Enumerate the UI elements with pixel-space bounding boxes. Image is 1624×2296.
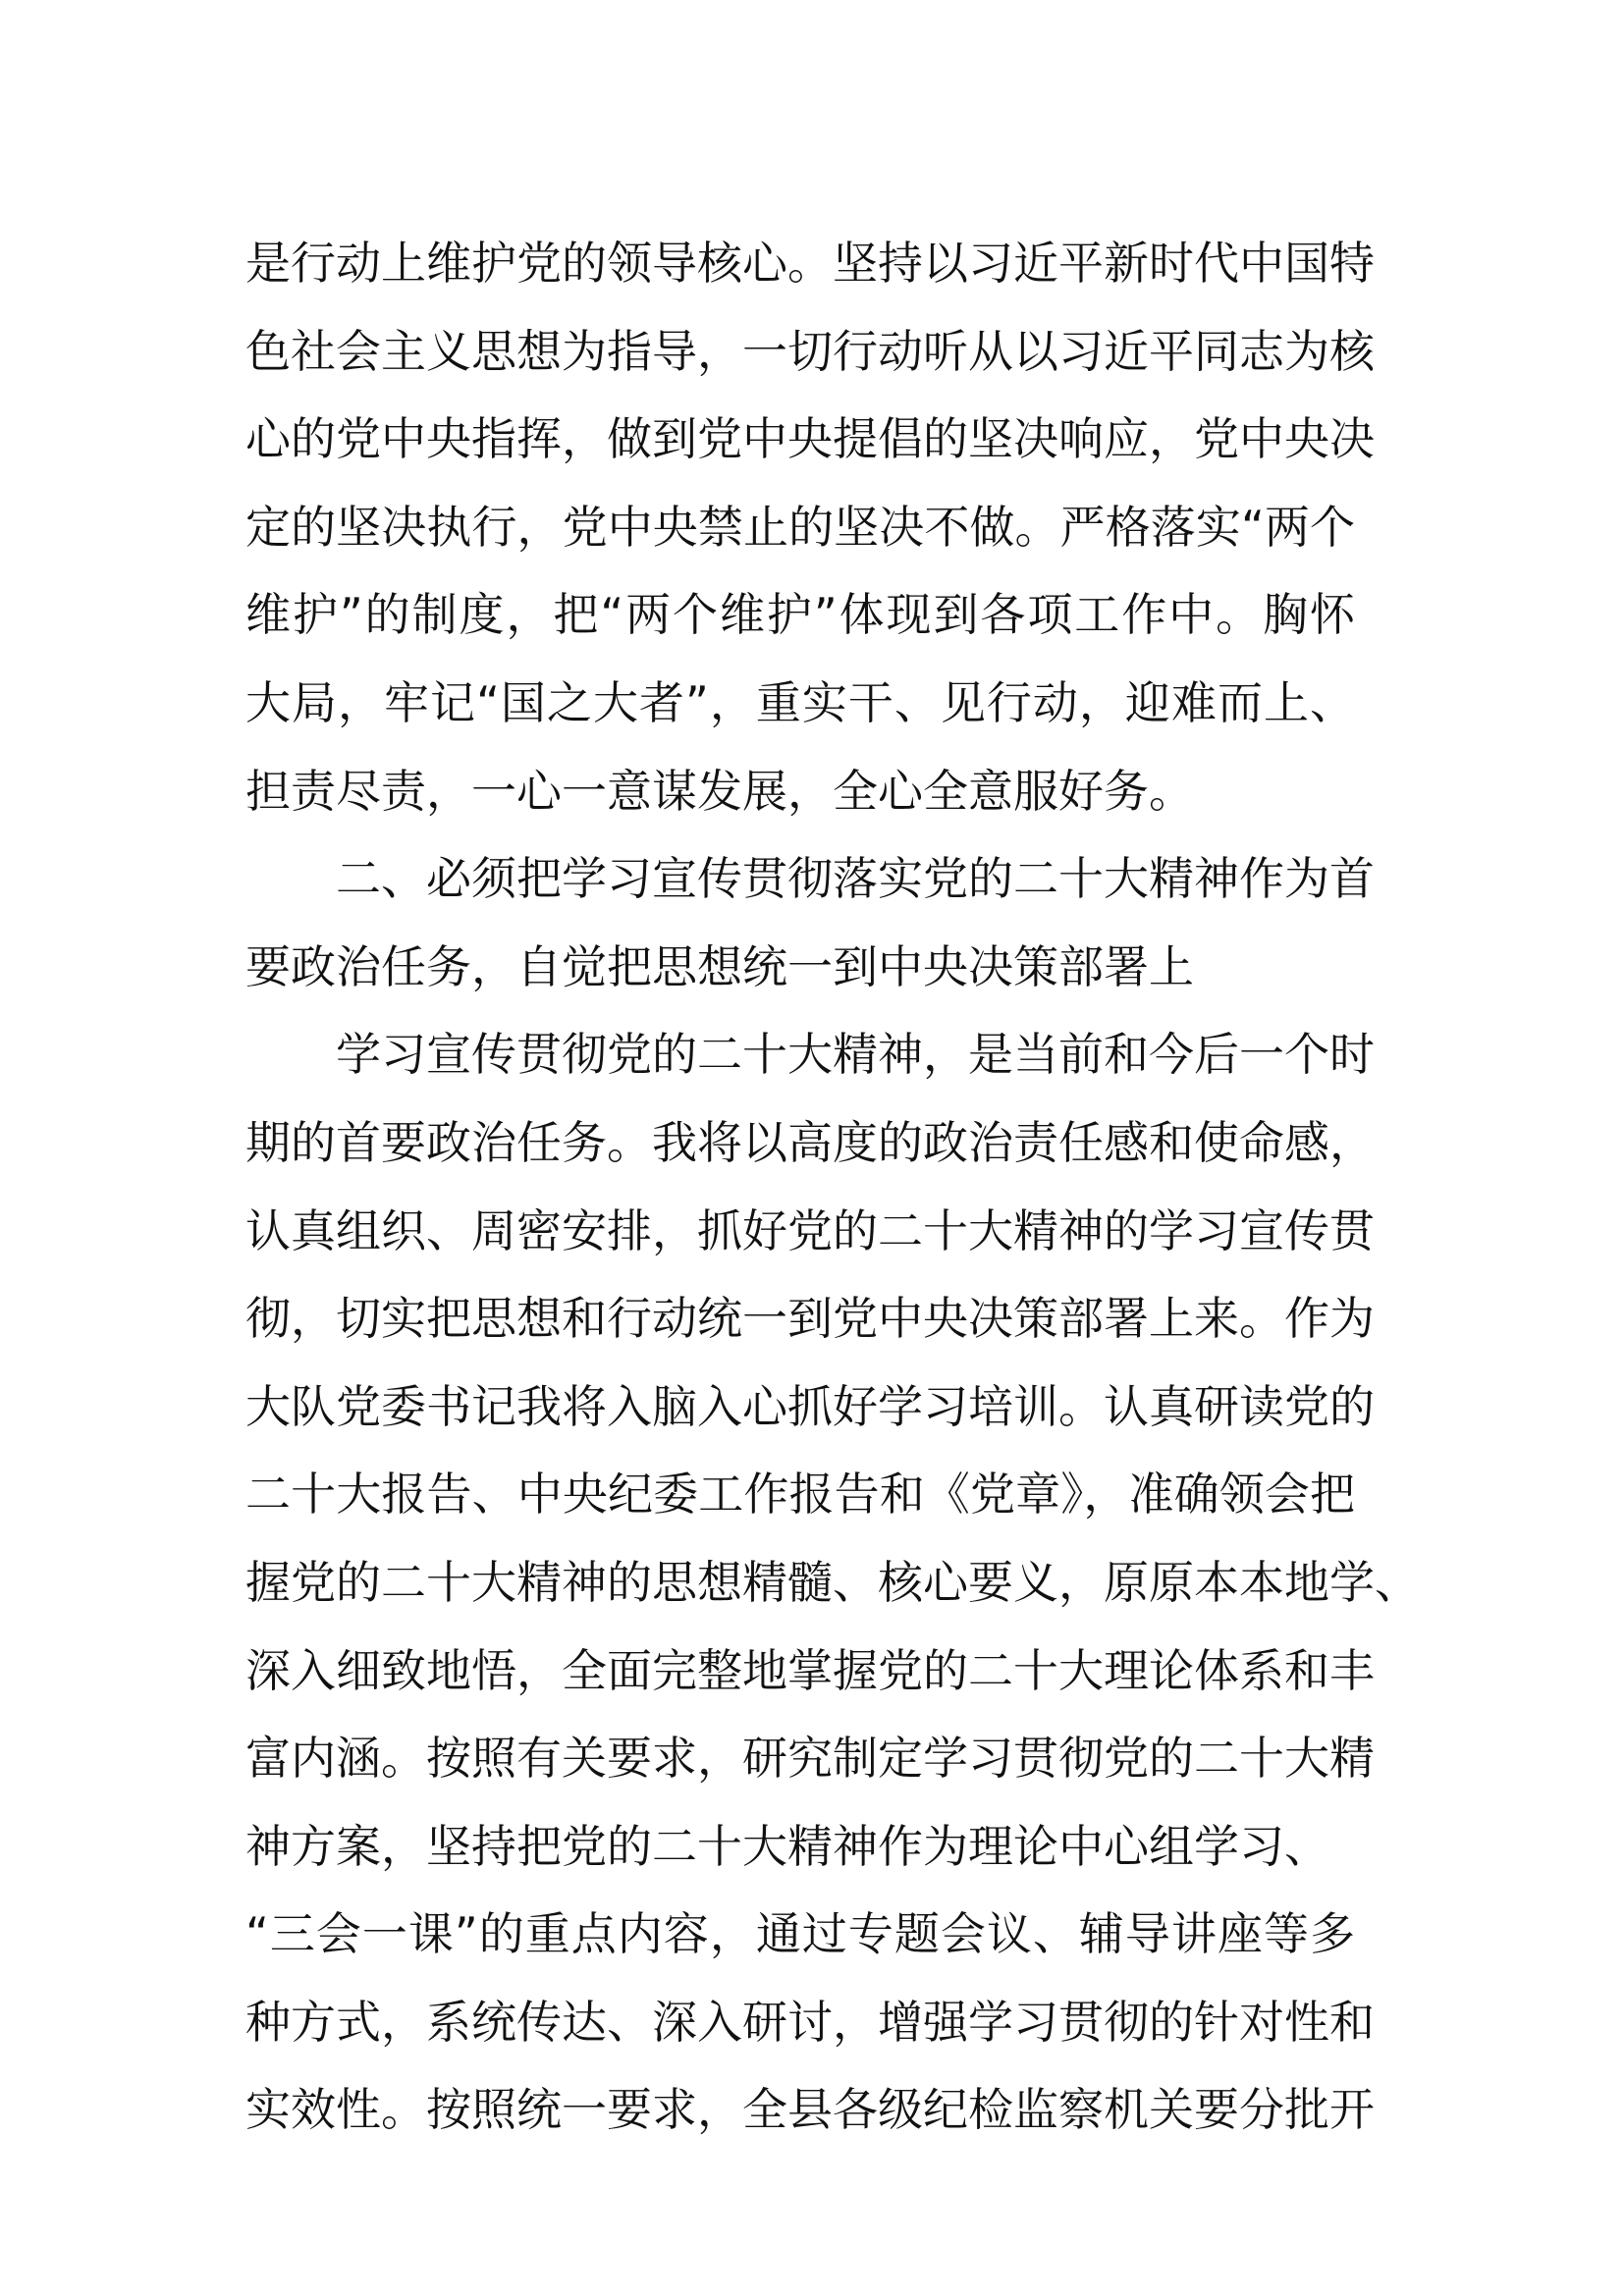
text-line: 学习宣传贯彻党的二十大精神，是当前和今后一个时 [336, 1028, 1375, 1082]
text-line: 二十大报告、中央纪委工作报告和《党章》，准确领会把 [245, 1468, 1355, 1522]
text-line: 期的首要政治任务。我将以高度的政治责任感和使命感， [245, 1115, 1375, 1169]
text-line: 握党的二十大精神的思想精髓、核心要义，原原本本地学、 [245, 1555, 1420, 1609]
text-line: 是行动上维护党的领导核心。坚持以习近平新时代中国特 [245, 237, 1375, 290]
text-line: 大局，牢记“国之大者”，重实干、见行动，迎难而上、 [245, 675, 1355, 729]
text-line: 认真组织、周密安排，抓好党的二十大精神的学习宣传贯 [245, 1203, 1375, 1257]
text-line: 二、必须把学习宣传贯彻落实党的二十大精神作为首 [336, 852, 1375, 906]
text-line: 深入细致地悟，全面完整地掌握党的二十大理论体系和丰 [245, 1643, 1375, 1697]
text-line: 富内涵。按照有关要求，研究制定学习贯彻党的二十大精 [245, 1732, 1375, 1786]
text-line: 担责尽责，一心一意谋发展，全心全意服好务。 [245, 764, 1194, 818]
text-line: 实效性。按照统一要求，全县各级纪检监察机关要分批开 [245, 2083, 1375, 2137]
text-line: 定的坚决执行，党中央禁止的坚决不做。严格落实“两个 [245, 500, 1355, 554]
text-line: “三会一课”的重点内容，通过专题会议、辅导讲座等多 [245, 1907, 1355, 1961]
text-line: 要政治任务，自觉把思想统一到中央决策部署上 [245, 939, 1194, 993]
text-line: 色社会主义思想为指导，一切行动听从以习近平同志为核 [245, 324, 1375, 378]
body-text [245, 220, 1420, 2155]
text-line: 维护”的制度，把“两个维护”体现到各项工作中。胸怀 [245, 588, 1355, 642]
text-line: 心的党中央指挥，做到党中央提倡的坚决响应，党中央决 [245, 412, 1375, 466]
text-line: 彻，切实把思想和行动统一到党中央决策部署上来。作为 [245, 1292, 1375, 1346]
text-line: 种方式，系统传达、深入研讨，增强学习贯彻的针对性和 [245, 1995, 1375, 2049]
text-line: 神方案，坚持把党的二十大精神作为理论中心组学习、 [245, 1819, 1329, 1873]
text-line: 大队党委书记我将入脑入心抓好学习培训。认真研读党的 [245, 1379, 1375, 1433]
